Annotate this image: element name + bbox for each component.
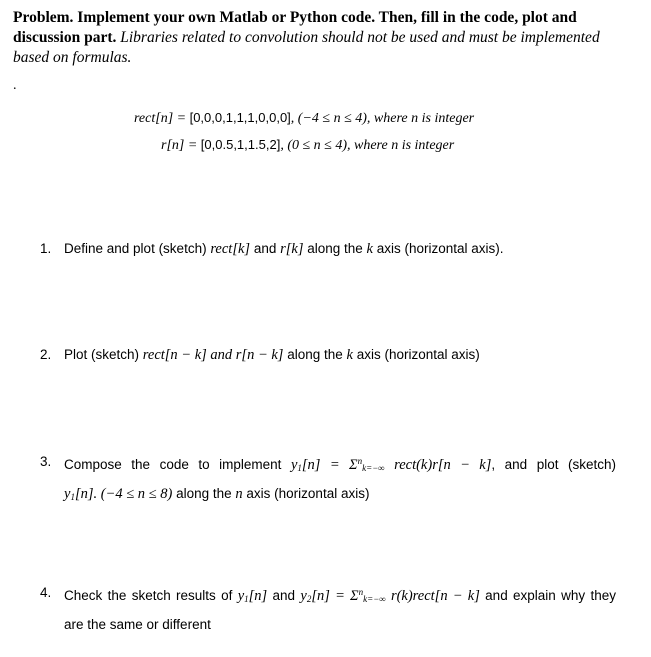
problem-statement xyxy=(13,8,623,68)
math: r[k] xyxy=(280,241,304,257)
text: axis (horizontal axis). xyxy=(372,241,504,256)
r-lhs: r[n] = xyxy=(161,138,201,153)
question-line-2: are the same or different xyxy=(64,617,211,632)
math-subscript: 1 xyxy=(297,463,302,473)
question-line-1 xyxy=(64,449,616,481)
text: along the xyxy=(283,347,347,362)
sum-lower-limit: k=−∞ xyxy=(362,463,385,473)
sum-lower-limit: k=−∞ xyxy=(363,594,386,604)
rect-definition xyxy=(134,110,474,127)
question-text xyxy=(64,580,616,637)
math: k xyxy=(346,347,353,363)
question-line-2 xyxy=(64,481,616,510)
math-subscript: 1 xyxy=(70,492,75,502)
sum-upper-limit: n xyxy=(357,456,363,466)
question-number: 1. xyxy=(40,241,52,256)
rect-lhs: rect[n] = xyxy=(134,111,190,126)
math: y xyxy=(64,486,71,502)
question-number: 2. xyxy=(40,347,52,362)
question-line-1 xyxy=(64,580,616,612)
problem-heading: Problem. Implement your own Matlab or Python code. Then, fill in the code, plot and discussion part. xyxy=(13,9,577,46)
question-number: 3. xyxy=(40,454,52,469)
text: axis (horizontal axis) xyxy=(242,486,370,501)
r-range: , (0 ≤ n ≤ 4), where n is integer xyxy=(280,138,455,153)
question-number: 4. xyxy=(40,585,52,600)
text: Define and plot (sketch) xyxy=(64,241,211,256)
math: r(k)rect[n − k] xyxy=(385,588,480,604)
math: y xyxy=(300,588,307,604)
text: Check the sketch results of xyxy=(64,588,238,603)
math: rect(k)r[n − k] xyxy=(384,457,492,473)
text: Plot (sketch) xyxy=(64,347,143,362)
problem-instructions: Libraries related to convolution should not be used and must be implemented based on formulas. xyxy=(13,29,600,66)
text: along the xyxy=(303,241,367,256)
text: and explain why they xyxy=(479,588,616,603)
r-definition xyxy=(161,137,454,154)
math: y xyxy=(290,457,298,473)
question-text xyxy=(64,342,616,368)
math: k xyxy=(366,241,373,257)
text: along the xyxy=(172,486,236,501)
math: [n] = Σ xyxy=(301,457,358,473)
rect-range: , (−4 ≤ n ≤ 4), where n is integer xyxy=(290,111,475,126)
sum-upper-limit: n xyxy=(358,587,364,597)
math: rect[n − k] and r[n − k] xyxy=(142,347,284,363)
text: axis (horizontal axis) xyxy=(352,347,480,362)
text: and xyxy=(267,588,301,603)
math: y xyxy=(237,588,245,604)
math: [n] xyxy=(248,588,268,604)
stray-dot: . xyxy=(13,78,17,93)
question-text xyxy=(64,449,616,510)
rect-values: [0,0,0,1,1,1,0,0,0] xyxy=(189,110,291,125)
question-text xyxy=(64,236,616,262)
math-subscript: 2 xyxy=(306,594,312,604)
text: and xyxy=(250,241,281,256)
math-subscript: 1 xyxy=(244,594,249,604)
text: , and plot (sketch) xyxy=(491,457,617,472)
math: n xyxy=(235,486,243,502)
math: rect[k] xyxy=(210,241,251,257)
text: Compose the code to implement xyxy=(64,457,291,472)
math: [n] = Σ xyxy=(311,588,359,604)
math: [n]. (−4 ≤ n ≤ 8) xyxy=(74,486,173,502)
r-values: [0,0.5,1,1.5,2] xyxy=(200,137,281,152)
